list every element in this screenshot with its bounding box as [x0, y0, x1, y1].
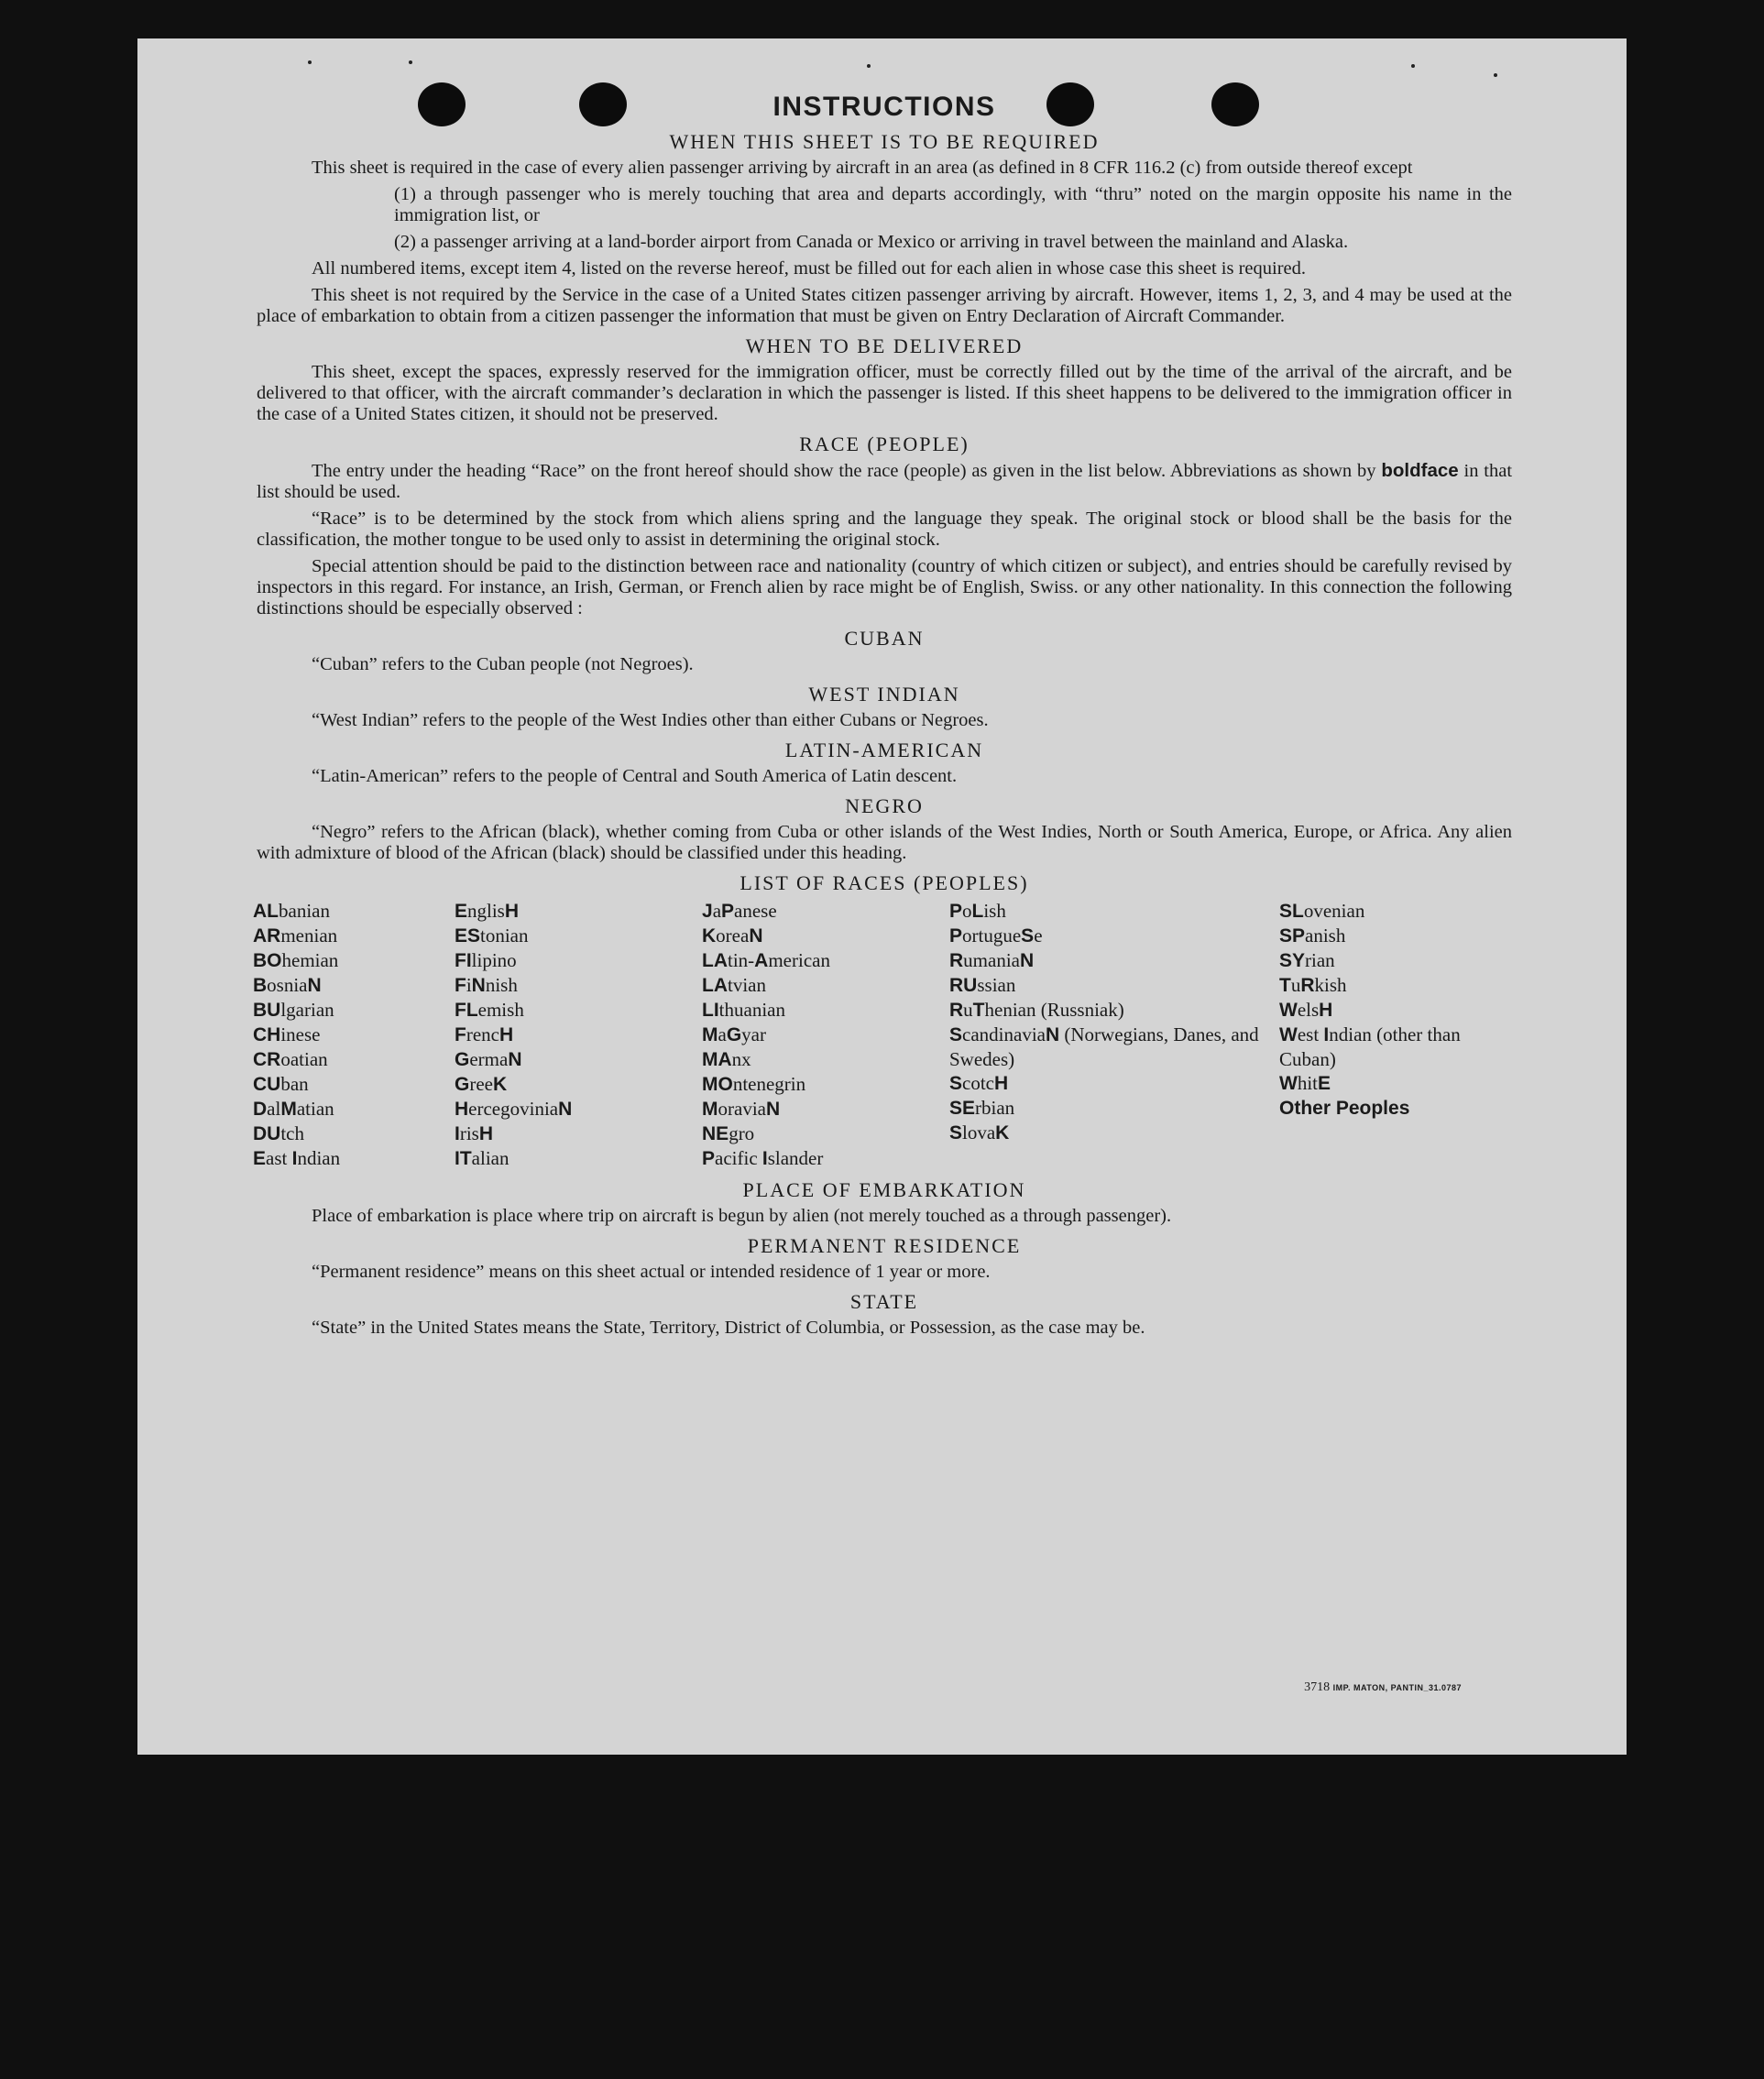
race-entry: Other Peoples [1279, 1098, 1410, 1119]
section-heading: RACE (PEOPLE) [799, 432, 970, 455]
race-column [1279, 899, 1512, 1171]
speck [308, 60, 312, 64]
race-entry: FiNnish [455, 974, 518, 996]
race-entry: TuRkish [1279, 974, 1347, 996]
paragraph: “Permanent residence” means on this sheet actual or intended residence of 1 year or more. [312, 1262, 991, 1282]
speck [867, 64, 871, 68]
race-entry: HercegoviniaN [455, 1098, 573, 1120]
race-entry: MOntenegrin [702, 1073, 806, 1095]
race-entry: DUtch [253, 1122, 304, 1144]
race-entry: DalMatian [253, 1098, 334, 1120]
paragraph: “Race” is to be determined by the stock from which aliens spring and the language they speak. The original stock or blood shall be the basis for the classification, the mother tongue to be used only to assist in determining the original stock. [257, 509, 1512, 550]
race-entry: BUlgarian [253, 999, 334, 1021]
form-footer [1304, 1680, 1462, 1695]
race-entry: West Indian (other than Cuban) [1279, 1023, 1461, 1070]
paragraph: This sheet is required in the case of every alien passenger arriving by aircraft in an area (as defined in 8 CFR 116.2 (c) from outside thereof except [312, 158, 1413, 178]
race-entry: PoLish [949, 900, 1006, 922]
race-entry: MaGyar [702, 1023, 766, 1045]
race-column [455, 899, 702, 1171]
section-heading: WHEN TO BE DELIVERED [745, 334, 1024, 357]
paragraph: “Negro” refers to the African (black), whether coming from Cuba or other islands of the West Indies, North or South America, Europe, or Africa. Any alien with admixture of blood of the African (black) should be classified under this heading. [257, 822, 1512, 863]
race-entry: KoreaN [702, 925, 763, 946]
boldface-word: boldface [1381, 460, 1459, 481]
race-entry: SLovenian [1279, 900, 1365, 922]
race-entry: ITalian [455, 1147, 509, 1169]
section-heading: STATE [849, 1290, 919, 1313]
section-heading: WEST INDIAN [808, 683, 960, 706]
race-entry: EnglisH [455, 900, 520, 922]
race-entry: RuThenian (Russniak) [949, 999, 1124, 1021]
race-entry: ScandinaviaN (Norwegians, Danes, and Swedes) [949, 1023, 1259, 1070]
paragraph: “Cuban” refers to the Cuban people (not Negroes). [312, 654, 694, 674]
section-heading: CUBAN [844, 627, 925, 650]
race-entry: MoraviaN [702, 1098, 781, 1120]
race-entry: LIthuanian [702, 999, 785, 1021]
text-run: in that list should be used. [257, 461, 1513, 502]
paragraph: This sheet is not required by the Service in the case of a United States citizen passenger arriving by aircraft. However, items 1, 2, 3, and 4 may be used at the place of embarkation to obtain from a citizen passenger the information that must be given on Entry Declaration of Aircraft Commander. [257, 285, 1512, 326]
race-entry: East Indian [253, 1147, 341, 1169]
race-entry: RumaniaN [949, 949, 1035, 971]
paragraph: “West Indian” refers to the people of the West Indies other than either Cubans or Negroes. [312, 710, 989, 730]
race-entry: PortugueSe [949, 925, 1043, 946]
section-heading: PERMANENT RESIDENCE [747, 1234, 1022, 1257]
race-entry: GreeK [455, 1073, 508, 1095]
race-entry: BOhemian [253, 949, 339, 971]
race-entry: ScotcH [949, 1072, 1009, 1094]
race-column [949, 899, 1279, 1171]
race-entry: SlovaK [949, 1122, 1010, 1143]
race-entry: EStonian [455, 925, 529, 946]
paragraph: “Latin-American” refers to the people of Central and South America of Latin descent. [312, 766, 958, 786]
paragraph [257, 460, 1512, 503]
race-entry: NEgro [702, 1122, 755, 1144]
race-entry: BosniaN [253, 974, 322, 996]
race-column [253, 899, 455, 1171]
printer-mark: IMP. MATON, PANTIN_31.0787 [1332, 1683, 1462, 1692]
page-title: INSTRUCTIONS [772, 92, 996, 122]
race-entry: GermaN [455, 1048, 522, 1070]
race-entry: CRoatian [253, 1048, 328, 1070]
race-entry: LAtin-American [702, 949, 830, 971]
race-entry: CHinese [253, 1023, 321, 1045]
race-list [253, 899, 1512, 1171]
form-number: 3718 [1304, 1680, 1331, 1694]
race-entry: IrisH [455, 1122, 494, 1144]
race-entry: WelsH [1279, 999, 1333, 1021]
section-heading: LIST OF RACES (PEOPLES) [740, 871, 1029, 894]
instructions-content [253, 92, 1513, 1344]
list-item: (2) a passenger arriving at a land-border airport from Canada or Mexico or arriving in travel between the mainland and Alaska. [394, 232, 1349, 252]
section-heading: PLACE OF EMBARKATION [742, 1178, 1026, 1201]
race-entry: SErbian [949, 1097, 1015, 1119]
race-entry: CUban [253, 1073, 309, 1095]
race-entry: ARmenian [253, 925, 338, 946]
section-heading: NEGRO [845, 794, 924, 817]
paragraph: “State” in the United States means the State, Territory, District of Columbia, or Possession, as the case may be. [312, 1318, 1145, 1338]
text-run: The entry under the heading “Race” on the front hereof should show the race (people) as given in the list below. Abbreviations as shown by [312, 461, 1376, 481]
paragraph: Special attention should be paid to the distinction between race and nationality (country of which citizen or subject), and entries should be carefully revised by inspectors in this regard. For instance, an Irish, German, or French alien by race might be of English, Swiss. or any other nationality. In this connection the following distinctions should be especially observed : [257, 556, 1512, 618]
race-entry: ALbanian [253, 900, 330, 922]
race-entry: SYrian [1279, 949, 1335, 971]
race-entry: FIlipino [455, 949, 517, 971]
race-entry: FrencH [455, 1023, 514, 1045]
race-column [702, 899, 949, 1171]
race-entry: WhitE [1279, 1072, 1331, 1094]
race-entry: FLemish [455, 999, 524, 1021]
document-sheet [137, 38, 1627, 1755]
paragraph: Place of embarkation is place where trip on aircraft is begun by alien (not merely touched as a through passenger). [312, 1206, 1172, 1226]
speck [409, 60, 412, 64]
list-item: (1) a through passenger who is merely touching that area and departs accordingly, with “thru” noted on the margin opposite his name in the immigration list, or [394, 184, 1512, 225]
section-heading: LATIN-AMERICAN [784, 739, 984, 761]
section-heading: WHEN THIS SHEET IS TO BE REQUIRED [669, 130, 1100, 153]
speck [1494, 73, 1497, 77]
race-entry: SPanish [1279, 925, 1346, 946]
paragraph: This sheet, except the spaces, expressly reserved for the immigration officer, must be correctly filled out by the time of the arrival of the aircraft, and be delivered to that officer, with the aircraft commander’s declaration in which the passenger is listed. If this sheet happens to be delivered to the immigration officer in the case of a United States citizen, it should not be preserved. [257, 362, 1512, 424]
paragraph: All numbered items, except item 4, listed on the reverse hereof, must be filled out for each alien in whose case this sheet is required. [312, 258, 1307, 279]
race-entry: LAtvian [702, 974, 766, 996]
race-entry: Pacific Islander [702, 1147, 824, 1169]
race-entry: RUssian [949, 974, 1016, 996]
race-entry: JaPanese [702, 900, 777, 922]
speck [1411, 64, 1415, 68]
race-entry: MAnx [702, 1048, 751, 1070]
